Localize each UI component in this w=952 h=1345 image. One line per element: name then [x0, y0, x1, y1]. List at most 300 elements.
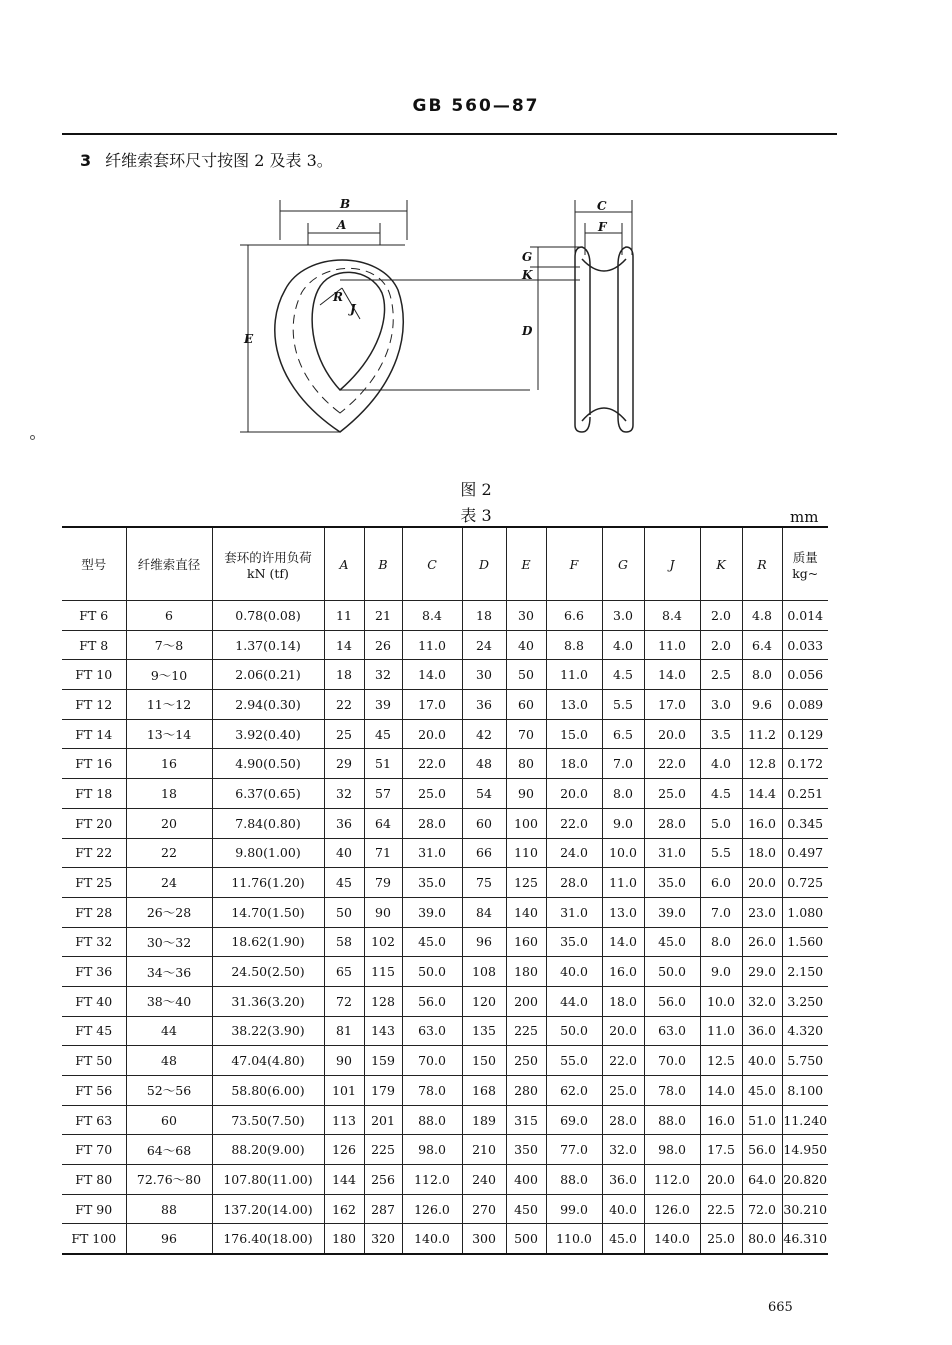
table-cell: 20	[126, 808, 212, 838]
table-cell: 39.0	[402, 897, 462, 927]
table-cell: 24.0	[546, 838, 602, 868]
table-cell: 14.950	[782, 1135, 828, 1165]
table-row	[62, 957, 828, 987]
table-row	[62, 1046, 828, 1076]
table-cell: 18	[126, 779, 212, 809]
header-e: E	[506, 527, 546, 601]
table-cell: 10.0	[700, 986, 742, 1016]
table-cell: 14.0	[402, 660, 462, 690]
table-cell: 46.310	[782, 1224, 828, 1254]
table-cell: 20.0	[742, 868, 782, 898]
table-cell: 90	[364, 897, 402, 927]
table-cell: 38～40	[126, 986, 212, 1016]
table-cell: 11.76(1.20)	[212, 868, 324, 898]
table-cell: 57	[364, 779, 402, 809]
table-cell: 2.0	[700, 601, 742, 631]
table-cell: 62.0	[546, 1076, 602, 1106]
table-cell: 0.725	[782, 868, 828, 898]
table-cell: 128	[364, 986, 402, 1016]
table-cell: 64.0	[742, 1165, 782, 1195]
table-cell: 29	[324, 749, 364, 779]
table-cell: 140	[506, 897, 546, 927]
table-cell: 50	[324, 897, 364, 927]
table-cell: 0.089	[782, 690, 828, 720]
table-cell: 30	[506, 601, 546, 631]
table-cell: 3.0	[700, 690, 742, 720]
table-cell: 64～68	[126, 1135, 212, 1165]
table-cell: 11.0	[402, 630, 462, 660]
table-cell: FT 12	[62, 690, 126, 720]
table-cell: 63.0	[402, 1016, 462, 1046]
table-cell: 350	[506, 1135, 546, 1165]
table-cell: FT 32	[62, 927, 126, 957]
table-cell: 137.20(14.00)	[212, 1194, 324, 1224]
table-cell: 11.0	[700, 1016, 742, 1046]
table-cell: 0.345	[782, 808, 828, 838]
header-b: B	[364, 527, 402, 601]
table-cell: 135	[462, 1016, 506, 1046]
table-cell: 287	[364, 1194, 402, 1224]
table-cell: 1.080	[782, 897, 828, 927]
dim-label-g: G	[522, 250, 533, 264]
table-cell: 45.0	[402, 927, 462, 957]
table-cell: 112.0	[402, 1165, 462, 1195]
table-row	[62, 868, 828, 898]
thimble-spec-table	[62, 526, 828, 1255]
table-cell: 18	[462, 601, 506, 631]
table-cell: 50.0	[644, 957, 700, 987]
table-cell: 112.0	[644, 1165, 700, 1195]
table-row	[62, 1194, 828, 1224]
table-cell: 35.0	[546, 927, 602, 957]
table-cell: 22.0	[402, 749, 462, 779]
header-rope-diameter: 纤维索直径	[126, 527, 212, 601]
table-cell: 6.37(0.65)	[212, 779, 324, 809]
table-cell: 13.0	[546, 690, 602, 720]
table-cell: 56.0	[742, 1135, 782, 1165]
header-model: 型号	[62, 527, 126, 601]
table-cell: 15.0	[546, 719, 602, 749]
table-cell: 159	[364, 1046, 402, 1076]
table-row	[62, 690, 828, 720]
table-cell: 72.0	[742, 1194, 782, 1224]
table-cell: 90	[506, 779, 546, 809]
table-cell: 101	[324, 1076, 364, 1106]
table-cell: 50.0	[402, 957, 462, 987]
table-row	[62, 1076, 828, 1106]
table-cell: 240	[462, 1165, 506, 1195]
table-cell: 50	[506, 660, 546, 690]
table-cell: 88	[126, 1194, 212, 1224]
table-cell: 22.5	[700, 1194, 742, 1224]
table-cell: FT 14	[62, 719, 126, 749]
table-row	[62, 1224, 828, 1254]
table-cell: 84	[462, 897, 506, 927]
table-cell: 14.4	[742, 779, 782, 809]
table-row	[62, 808, 828, 838]
table-cell: 32	[364, 660, 402, 690]
table-cell: 1.560	[782, 927, 828, 957]
table-cell: 143	[364, 1016, 402, 1046]
table-cell: 102	[364, 927, 402, 957]
table-cell: 11	[324, 601, 364, 631]
table-cell: FT 22	[62, 838, 126, 868]
table-cell: 9.80(1.00)	[212, 838, 324, 868]
table-cell: 30	[462, 660, 506, 690]
table-cell: 6.6	[546, 601, 602, 631]
table-header-row	[62, 527, 828, 601]
table-cell: 72	[324, 986, 364, 1016]
table-cell: 26.0	[742, 927, 782, 957]
table-cell: 9～10	[126, 660, 212, 690]
table-cell: FT 18	[62, 779, 126, 809]
table-row	[62, 986, 828, 1016]
table-cell: 47.04(4.80)	[212, 1046, 324, 1076]
table-cell: 20.820	[782, 1165, 828, 1195]
table-cell: 88.0	[402, 1105, 462, 1135]
table-cell: 2.06(0.21)	[212, 660, 324, 690]
table-row	[62, 630, 828, 660]
table-row	[62, 1165, 828, 1195]
table-cell: 201	[364, 1105, 402, 1135]
table-cell: 20.0	[602, 1016, 644, 1046]
table-cell: 56.0	[402, 986, 462, 1016]
table-cell: 22	[126, 838, 212, 868]
table-cell: 55.0	[546, 1046, 602, 1076]
table-cell: 40.0	[742, 1046, 782, 1076]
table-cell: 11.2	[742, 719, 782, 749]
table-cell: FT 8	[62, 630, 126, 660]
table-cell: 7.0	[700, 897, 742, 927]
table-cell: 5.5	[700, 838, 742, 868]
table-cell: FT 28	[62, 897, 126, 927]
header-load-line1: 套环的许用负荷	[224, 549, 312, 565]
table-cell: 17.5	[700, 1135, 742, 1165]
table-cell: 500	[506, 1224, 546, 1254]
table-row	[62, 1135, 828, 1165]
table-cell: 4.5	[602, 660, 644, 690]
table-cell: 32.0	[602, 1135, 644, 1165]
table-cell: 14.0	[700, 1076, 742, 1106]
dim-label-b: B	[340, 197, 351, 211]
table-cell: 8.0	[602, 779, 644, 809]
table-cell: FT 20	[62, 808, 126, 838]
table-cell: 40	[324, 838, 364, 868]
table-cell: 0.172	[782, 749, 828, 779]
table-cell: 31.0	[402, 838, 462, 868]
table-cell: 80	[506, 749, 546, 779]
table-cell: 20.0	[700, 1165, 742, 1195]
table-cell: 8.4	[644, 601, 700, 631]
table-cell: 225	[506, 1016, 546, 1046]
table-cell: 45	[324, 868, 364, 898]
header-mass-line2: kg~	[792, 565, 819, 581]
table-cell: 11.240	[782, 1105, 828, 1135]
table-cell: 26	[364, 630, 402, 660]
table-cell: 66	[462, 838, 506, 868]
table-cell: FT 100	[62, 1224, 126, 1254]
table-cell: 12.8	[742, 749, 782, 779]
table-row	[62, 749, 828, 779]
table-cell: 88.0	[546, 1165, 602, 1195]
table-cell: 42	[462, 719, 506, 749]
table-row	[62, 719, 828, 749]
header-k: K	[700, 527, 742, 601]
table-cell: 60	[506, 690, 546, 720]
dim-label-d: D	[522, 324, 533, 338]
table-cell: 8.0	[700, 927, 742, 957]
table-cell: 315	[506, 1105, 546, 1135]
table-cell: 0.251	[782, 779, 828, 809]
table-cell: 45.0	[602, 1224, 644, 1254]
table-cell: 210	[462, 1135, 506, 1165]
table-cell: 2.150	[782, 957, 828, 987]
table-cell: 0.033	[782, 630, 828, 660]
table-cell: 144	[324, 1165, 364, 1195]
table-cell: 180	[324, 1224, 364, 1254]
table-cell: 50.0	[546, 1016, 602, 1046]
table-cell: 48	[126, 1046, 212, 1076]
table-cell: FT 6	[62, 601, 126, 631]
table-cell: 70.0	[644, 1046, 700, 1076]
table-cell: FT 50	[62, 1046, 126, 1076]
table-cell: 40.0	[602, 1194, 644, 1224]
table-cell: 65	[324, 957, 364, 987]
table-cell: 110	[506, 838, 546, 868]
header-allowable-load	[212, 527, 324, 601]
table-cell: 16.0	[602, 957, 644, 987]
table-row	[62, 1016, 828, 1046]
table-row	[62, 927, 828, 957]
table-cell: 45.0	[644, 927, 700, 957]
table-cell: 120	[462, 986, 506, 1016]
table-cell: 180	[506, 957, 546, 987]
header-c: C	[402, 527, 462, 601]
table-cell: 25.0	[602, 1076, 644, 1106]
dim-label-e: E	[244, 332, 254, 346]
table-cell: 162	[324, 1194, 364, 1224]
table-cell: 5.0	[700, 808, 742, 838]
table-cell: 20.0	[402, 719, 462, 749]
table-cell: 35.0	[644, 868, 700, 898]
table-cell: 14.0	[602, 927, 644, 957]
table-cell: 300	[462, 1224, 506, 1254]
table-cell: 18.0	[546, 749, 602, 779]
table-cell: 8.0	[742, 660, 782, 690]
table-cell: 7～8	[126, 630, 212, 660]
table-cell: 22.0	[546, 808, 602, 838]
table-cell: 176.40(18.00)	[212, 1224, 324, 1254]
clause-3	[80, 148, 333, 171]
table-cell: 20.0	[546, 779, 602, 809]
table-cell: 6	[126, 601, 212, 631]
table-cell: 7.0	[602, 749, 644, 779]
table-cell: 14.70(1.50)	[212, 897, 324, 927]
header-load-line2: kN (tf)	[247, 565, 289, 581]
table-cell: 6.5	[602, 719, 644, 749]
table-cell: 11.0	[602, 868, 644, 898]
header-a: A	[324, 527, 364, 601]
table-cell: 9.0	[700, 957, 742, 987]
table-cell: 6.0	[700, 868, 742, 898]
table-cell: FT 70	[62, 1135, 126, 1165]
dim-label-r: R	[333, 290, 343, 304]
table-cell: 51	[364, 749, 402, 779]
table-cell: 25	[324, 719, 364, 749]
table-cell: 35.0	[402, 868, 462, 898]
table-cell: 107.80(11.00)	[212, 1165, 324, 1195]
table-cell: 1.37(0.14)	[212, 630, 324, 660]
table-row	[62, 897, 828, 927]
table-row	[62, 779, 828, 809]
table-cell: 44	[126, 1016, 212, 1046]
table-cell: 126.0	[402, 1194, 462, 1224]
table-cell: FT 45	[62, 1016, 126, 1046]
table-cell: 10.0	[602, 838, 644, 868]
table-cell: 18	[324, 660, 364, 690]
table-cell: 126	[324, 1135, 364, 1165]
table-cell: 6.4	[742, 630, 782, 660]
table-cell: 22.0	[602, 1046, 644, 1076]
table-cell: 11～12	[126, 690, 212, 720]
table-cell: 3.250	[782, 986, 828, 1016]
table-cell: 51.0	[742, 1105, 782, 1135]
table-cell: 9.0	[602, 808, 644, 838]
table-row	[62, 601, 828, 631]
table-unit: mm	[790, 508, 819, 526]
dim-label-j: J	[350, 302, 356, 316]
table-cell: FT 90	[62, 1194, 126, 1224]
header-j: J	[644, 527, 700, 601]
table-cell: 22	[324, 690, 364, 720]
table-cell: 70	[506, 719, 546, 749]
table-cell: 108	[462, 957, 506, 987]
clause-number: 3	[80, 151, 92, 170]
table-cell: 2.94(0.30)	[212, 690, 324, 720]
table-cell: 24.50(2.50)	[212, 957, 324, 987]
table-row	[62, 1105, 828, 1135]
table-cell: 96	[462, 927, 506, 957]
table-cell: 90	[324, 1046, 364, 1076]
table-cell: 40.0	[546, 957, 602, 987]
table-cell: 160	[506, 927, 546, 957]
table-cell: 256	[364, 1165, 402, 1195]
table-cell: 31.36(3.20)	[212, 986, 324, 1016]
table-cell: 8.100	[782, 1076, 828, 1106]
figure-caption: 图 2	[460, 480, 492, 499]
table-cell: 88.20(9.00)	[212, 1135, 324, 1165]
table-cell: 24	[126, 868, 212, 898]
table-cell: 60	[462, 808, 506, 838]
table-row	[62, 838, 828, 868]
table-cell: 17.0	[402, 690, 462, 720]
document-header: GB 560—87	[412, 96, 540, 116]
table-cell: 400	[506, 1165, 546, 1195]
header-rule	[62, 133, 837, 135]
table-cell: 7.84(0.80)	[212, 808, 324, 838]
table-cell: 115	[364, 957, 402, 987]
table-cell: 54	[462, 779, 506, 809]
table-cell: 36.0	[742, 1016, 782, 1046]
table-cell: 100	[506, 808, 546, 838]
table-cell: 28.0	[546, 868, 602, 898]
table-cell: 4.320	[782, 1016, 828, 1046]
table-cell: 36	[462, 690, 506, 720]
table-cell: 31.0	[644, 838, 700, 868]
table-cell: 13～14	[126, 719, 212, 749]
table-cell: 70.0	[402, 1046, 462, 1076]
table-cell: FT 10	[62, 660, 126, 690]
table-cell: 38.22(3.90)	[212, 1016, 324, 1046]
table-cell: 270	[462, 1194, 506, 1224]
table-cell: 78.0	[402, 1076, 462, 1106]
table-cell: 13.0	[602, 897, 644, 927]
table-cell: 45	[364, 719, 402, 749]
header-d: D	[462, 527, 506, 601]
table-cell: 450	[506, 1194, 546, 1224]
table-cell: 64	[364, 808, 402, 838]
table-cell: 3.0	[602, 601, 644, 631]
table-cell: 48	[462, 749, 506, 779]
table-cell: 4.8	[742, 601, 782, 631]
table-cell: 0.129	[782, 719, 828, 749]
table-cell: 8.4	[402, 601, 462, 631]
table-cell: 14.0	[644, 660, 700, 690]
table-cell: 63.0	[644, 1016, 700, 1046]
table-cell: 140.0	[644, 1224, 700, 1254]
table-cell: 39	[364, 690, 402, 720]
table-cell: 96	[126, 1224, 212, 1254]
table-cell: FT 16	[62, 749, 126, 779]
table-cell: 80.0	[742, 1224, 782, 1254]
table-cell: 32	[324, 779, 364, 809]
header-g: G	[602, 527, 644, 601]
table-cell: 98.0	[402, 1135, 462, 1165]
table-cell: 36	[324, 808, 364, 838]
scan-speck	[30, 435, 35, 440]
table-cell: 0.497	[782, 838, 828, 868]
table-cell: 34～36	[126, 957, 212, 987]
table-cell: 44.0	[546, 986, 602, 1016]
table-cell: 28.0	[402, 808, 462, 838]
table-cell: 5.5	[602, 690, 644, 720]
table-cell: 8.8	[546, 630, 602, 660]
table-cell: 81	[324, 1016, 364, 1046]
table-cell: 110.0	[546, 1224, 602, 1254]
table-cell: 16.0	[700, 1105, 742, 1135]
table-cell: 56.0	[644, 986, 700, 1016]
table-cell: 3.5	[700, 719, 742, 749]
table-cell: 4.5	[700, 779, 742, 809]
table-cell: FT 36	[62, 957, 126, 987]
table-cell: 11.0	[644, 630, 700, 660]
table-cell: 189	[462, 1105, 506, 1135]
table-cell: 25.0	[402, 779, 462, 809]
table-cell: 4.0	[700, 749, 742, 779]
table-cell: 58.80(6.00)	[212, 1076, 324, 1106]
table-cell: 2.0	[700, 630, 742, 660]
table-cell: 29.0	[742, 957, 782, 987]
table-cell: 72.76～80	[126, 1165, 212, 1195]
table-cell: 32.0	[742, 986, 782, 1016]
table-cell: 140.0	[402, 1224, 462, 1254]
table-cell: 23.0	[742, 897, 782, 927]
table-cell: 24	[462, 630, 506, 660]
dim-label-f: F	[598, 220, 607, 234]
table-cell: 125	[506, 868, 546, 898]
table-cell: 28.0	[644, 808, 700, 838]
thimble-drawing	[230, 195, 650, 445]
